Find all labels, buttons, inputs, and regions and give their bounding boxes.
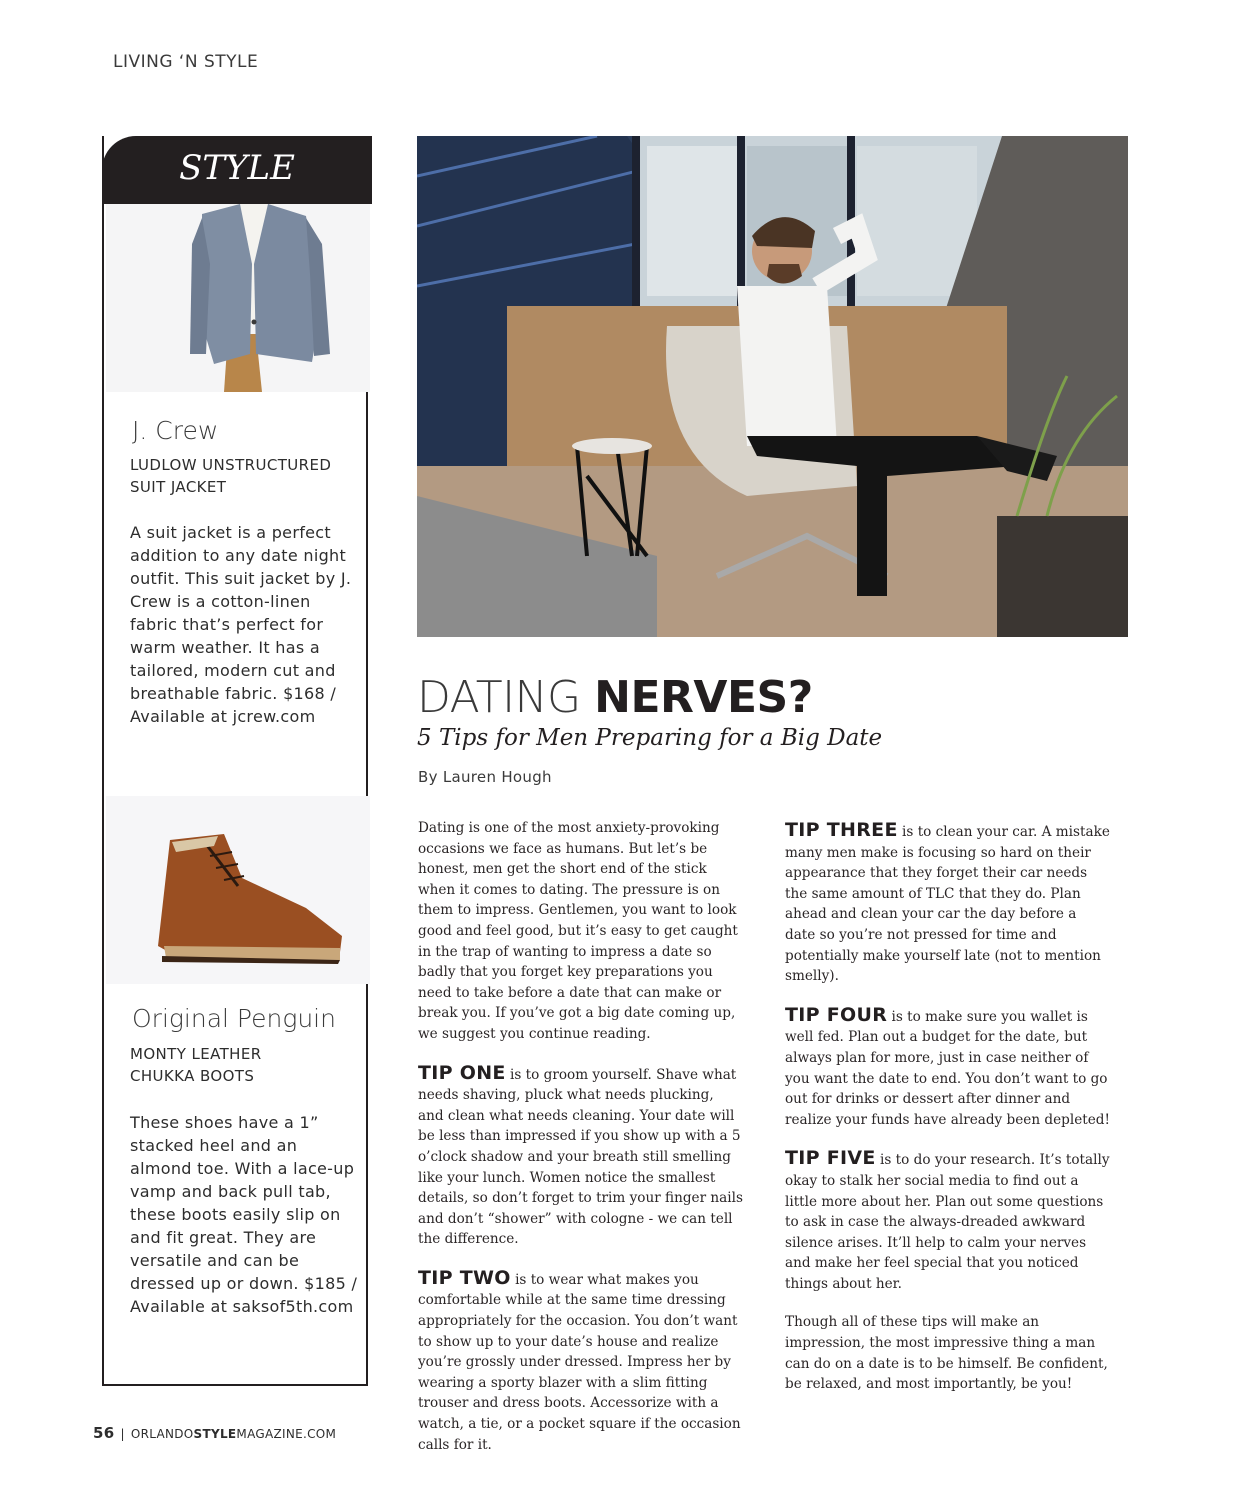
intro-paragraph: Dating is one of the most anxiety-provoking occasions we face as humans. But let’s be honest, men get the short end of the stick when it comes to dating. The pressure is on them to impress. Gentlemen, you want to look good and feel good, but it’s easy to get caught in the trap of wanting to impress a date so badly that you forget key preparations you need to take before a date that can make or break you. If you’ve got a big date coming up, we suggest you continue reading. (418, 820, 738, 1042)
tip-paragraph (418, 1268, 743, 1455)
page-number: 56 (93, 1424, 115, 1442)
tip-paragraph (785, 1148, 1110, 1294)
closing-paragraph: Though all of these tips will make an impression, the most impressive thing a man can do on a date is to be himself. Be confident, be relaxed, and most importantly, be you! (785, 1314, 1108, 1393)
product-name (130, 1043, 262, 1087)
tip-label: TIP THREE (785, 819, 898, 841)
page-footer (93, 1424, 336, 1442)
article-headline (417, 672, 813, 723)
tip-paragraph (418, 1063, 743, 1250)
tip-text: is to make sure you wallet is well fed. Plan out a budget for the date, but always plan for more, just in case neither of you want the date to end. You don’t want to go out for drinks or dessert after dinner and realize your funds have already been depleted! (785, 1008, 1110, 1128)
tip-text: is to do your research. It’s totally okay to stalk her social media to find out a little more about her. Plan out some questions to ask in case the always-dreaded awkward silence arises. It’ll help to calm your nerves and make her feel special that you noticed things about her. (785, 1152, 1110, 1292)
site-bold: STYLE (193, 1427, 237, 1441)
tip-label: TIP FOUR (785, 1003, 888, 1026)
product-description: These shoes have a 1” stacked heel and an almond toe. With a lace-up vamp and back pull tab, these boots easily slip on and fit great. They are versatile and can be dressed up or down. $185 / Available at saksof5th.com (130, 1113, 358, 1316)
article-subhead: 5 Tips for Men Preparing for a Big Date (417, 725, 883, 751)
tip-label: TIP FIVE (785, 1147, 876, 1170)
sidebar-header (102, 136, 372, 204)
product-brand: J. Crew (132, 416, 219, 445)
product-name-line: LUDLOW UNSTRUCTURED (130, 456, 332, 474)
tip-text: is to wear what makes you comfortable while at the same time dressing appropriately for the occasion. You don’t want to show up to your date’s house and realize you’re grossly under dressed. Impress her by wearing a sporty blazer with a slim fitting trouser and dress boots. Accessorize with a watch, a tie, or a pocket square if the occasion calls for it. (418, 1271, 741, 1453)
tip-label: TIP TWO (418, 1266, 511, 1289)
site-suffix: MAGAZINE.COM (236, 1427, 337, 1441)
product-brand: Original Penguin (132, 1004, 336, 1033)
byline: By Lauren Hough (418, 768, 552, 786)
section-label: LIVING ‘N STYLE (113, 52, 259, 72)
article-column-right (785, 820, 1110, 1413)
product-name (130, 454, 331, 498)
headline-bold: NERVES? (594, 672, 813, 723)
boot-photo (106, 796, 370, 984)
tip-text: is to groom yourself. Shave what needs shaving, pluck what needs plucking, and clean what needs cleaning. Your date will be less than impressed if you show up with a 5 o’clock shadow and your breath still smelling like your lunch. Women notice the smallest details, so don’t forget to trim your finger nails and don’t “shower” with cologne - we can tell the difference. (418, 1066, 743, 1248)
tip-text: is to clean your car. A mistake many men make is focusing so hard on their appearance that they forget their car needs the same amount of TLC that they do. Plan ahead and clean your car the day before a date so you’re not pressed for time and potentially make yourself late (not to mention smelly). (785, 824, 1110, 985)
tip-label: TIP ONE (418, 1061, 506, 1084)
product-name-line: MONTY LEATHER (130, 1045, 262, 1063)
footer-separator: | (120, 1427, 125, 1441)
tip-paragraph (785, 820, 1110, 987)
sidebar-title: STYLE (179, 148, 295, 188)
style-sidebar (102, 136, 368, 1386)
product-description: A suit jacket is a perfect addition to any date night outfit. This suit jacket by J. Crew is a cotton-linen fabric that’s perfect for warm weather. It has a tailored, modern cut and breathable fabric. $168 / Available at jcrew.com (130, 523, 352, 726)
hero-photo (417, 136, 1128, 637)
article-column-left (418, 818, 743, 1473)
headline-light: DATING (417, 672, 595, 723)
tip-paragraph (785, 1005, 1110, 1131)
product-name-line: CHUKKA BOOTS (130, 1067, 255, 1085)
site-prefix: ORLANDO (130, 1427, 194, 1441)
product-name-line: SUIT JACKET (130, 478, 227, 496)
jacket-photo (106, 204, 370, 392)
